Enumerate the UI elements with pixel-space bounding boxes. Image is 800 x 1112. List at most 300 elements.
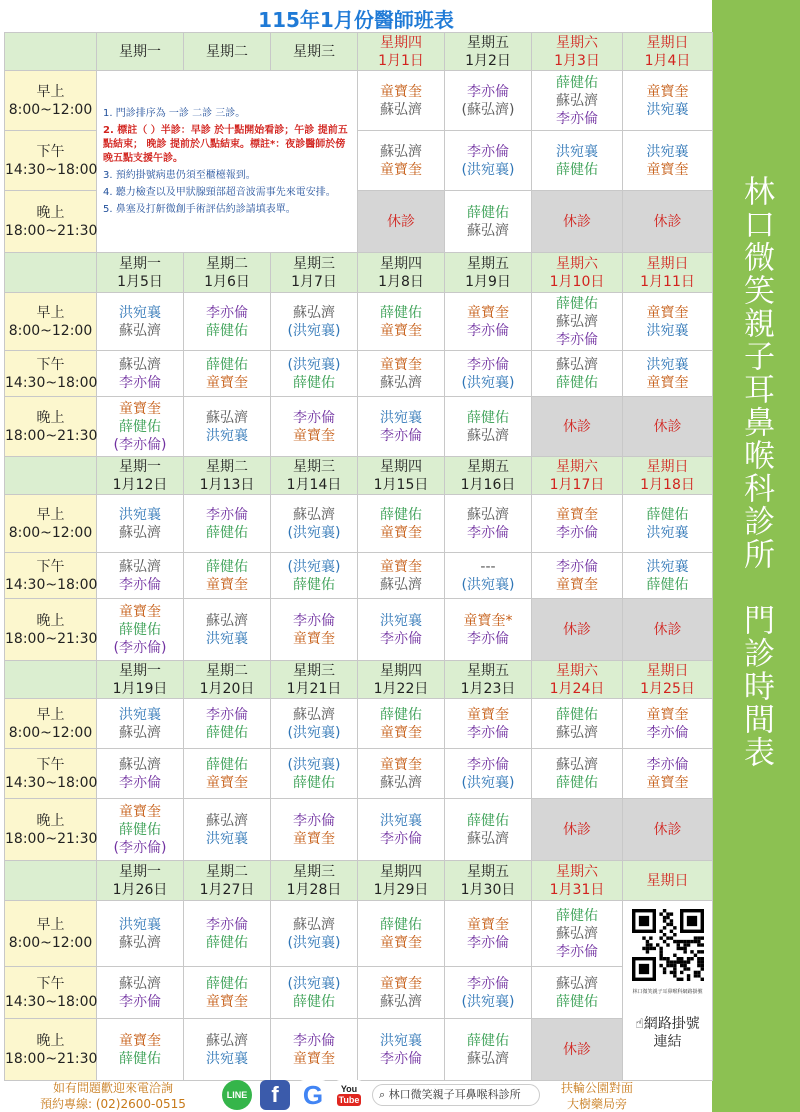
doctor-name: 李亦倫 [556, 558, 598, 575]
doctor-cell [532, 749, 623, 799]
doctor-cell [271, 799, 358, 861]
doctor-cell [358, 131, 445, 191]
weekday-label: 星期二 [206, 662, 248, 679]
doctor-name: 薛健佑 [380, 916, 422, 933]
date-label: 1月4日 [644, 52, 691, 69]
doctor-name: 薛健佑 [206, 558, 248, 575]
contact-info: 如有問題歡迎來電洽詢 預約專線: (02)2600-0515 [40, 1081, 186, 1111]
doctor-name: 蘇弘濟 [556, 313, 598, 330]
facebook-icon[interactable]: f [260, 1080, 290, 1110]
doctor-cell [184, 351, 271, 397]
doctor-name: 童寶奎 [646, 774, 689, 791]
doctor-cell [445, 71, 532, 131]
footer [0, 1072, 712, 1112]
day-header [184, 861, 271, 901]
time-slot-label: 早上 8:00~12:00 [5, 699, 97, 749]
doctor-name: 蘇弘濟 [293, 304, 335, 321]
doctor-name: 李亦倫 [467, 83, 509, 100]
doctor-cell [445, 495, 532, 553]
doctor-cell [623, 293, 713, 351]
doctor-name: 蘇弘濟 [556, 92, 598, 109]
corner-cell [5, 253, 97, 293]
doctor-cell [358, 967, 445, 1019]
doctor-name: 童寶奎 [380, 975, 422, 992]
doctor-name: 童寶奎 [646, 83, 689, 100]
day-header [358, 33, 445, 71]
doctor-cell [445, 131, 532, 191]
time-slot-label: 下午 14:30~18:00 [5, 553, 97, 599]
doctor-name: 蘇弘濟 [380, 101, 422, 118]
doctor-name: 李亦倫 [119, 774, 161, 791]
closed-cell: 休診 [623, 397, 713, 457]
doctor-name: 薛健佑 [293, 576, 335, 593]
doctor-cell [532, 293, 623, 351]
doctor-name: 蘇弘濟 [206, 812, 248, 829]
doctor-name: 洪宛襄 [556, 143, 598, 160]
doctor-name: 薛健佑 [556, 161, 598, 178]
doctor-name: (洪宛襄) [287, 724, 341, 741]
doctor-cell [623, 71, 713, 131]
doctor-cell [97, 699, 184, 749]
doctor-name: 蘇弘濟 [556, 356, 598, 373]
doctor-name: (李亦倫) [113, 839, 167, 856]
doctor-cell [532, 967, 623, 1019]
doctor-cell [184, 699, 271, 749]
clinic-sidebar [712, 0, 800, 1112]
weekday-label: 星期三 [293, 863, 335, 880]
doctor-name: 薛健佑 [467, 1032, 509, 1049]
slot-row-am [5, 495, 713, 553]
doctor-name: 洪宛襄 [646, 322, 689, 339]
doctor-name: 李亦倫 [380, 830, 422, 847]
doctor-name: 薛健佑 [206, 524, 248, 541]
doctor-cell [445, 553, 532, 599]
weekday-label: 星期四 [380, 255, 422, 272]
doctor-name: 李亦倫 [556, 331, 598, 348]
closed-cell: 休診 [532, 599, 623, 661]
date-label: 1月3日 [554, 52, 600, 69]
corner-cell [5, 33, 97, 71]
doctor-name: 童寶奎 [293, 427, 335, 444]
weekday-label: 星期一 [119, 662, 161, 679]
date-label: 1月10日 [549, 273, 605, 290]
doctor-name: 薛健佑 [293, 774, 335, 791]
weekday-label: 星期五 [467, 863, 509, 880]
date-label: 1月20日 [199, 680, 255, 697]
doctor-cell [532, 351, 623, 397]
doctor-name: 李亦倫 [467, 356, 509, 373]
schedule-table [4, 32, 713, 1081]
doctor-name: 童寶奎 [206, 576, 248, 593]
doctor-name: 童寶奎 [380, 161, 422, 178]
doctor-name: (洪宛襄) [461, 774, 515, 791]
doctor-name: 薛健佑 [206, 934, 248, 951]
doctor-name: 童寶奎 [646, 304, 689, 321]
weekday-label: 星期四 [380, 662, 422, 679]
day-header [532, 661, 623, 699]
doctor-name: 蘇弘濟 [556, 724, 598, 741]
page-title: 115年1月份醫師班表 [258, 8, 454, 32]
doctor-cell [623, 495, 713, 553]
doctor-name: 蘇弘濟 [380, 576, 422, 593]
doctor-name: 童寶奎* [463, 612, 513, 629]
doctor-cell [358, 799, 445, 861]
doctor-cell [97, 749, 184, 799]
doctor-name: 薛健佑 [380, 506, 422, 523]
day-header [445, 861, 532, 901]
closed-cell: 休診 [358, 191, 445, 253]
weekday-label: 星期三 [293, 43, 335, 60]
doctor-name: 薛健佑 [467, 204, 509, 221]
doctor-cell [358, 293, 445, 351]
date-label: 1月6日 [204, 273, 250, 290]
date-label: 1月29日 [373, 881, 429, 898]
doctor-name: --- [480, 558, 496, 575]
line-icon[interactable]: LINE [222, 1080, 252, 1110]
doctor-cell [271, 749, 358, 799]
google-icon[interactable]: G [298, 1080, 328, 1110]
doctor-cell [184, 293, 271, 351]
doctor-name: 童寶奎 [119, 400, 161, 417]
weekday-label: 星期一 [119, 255, 161, 272]
weekday-label: 星期四 [380, 863, 422, 880]
doctor-name: 薛健佑 [206, 322, 248, 339]
closed-cell: 休診 [532, 1019, 623, 1081]
doctor-cell [358, 71, 445, 131]
day-header [184, 253, 271, 293]
doctor-name: 蘇弘濟 [119, 975, 161, 992]
doctor-name: 蘇弘濟 [119, 322, 161, 339]
doctor-cell [184, 553, 271, 599]
doctor-name: 蘇弘濟 [119, 524, 161, 541]
online-booking-link[interactable]: ☝網路掛號 連結 [635, 1016, 700, 1050]
weekday-label: 星期五 [467, 458, 509, 475]
clinic-name-vertical: 林口微笑親子耳鼻喉科診所 門診時間表 [738, 175, 774, 769]
doctor-cell [445, 967, 532, 1019]
doctor-name: (洪宛襄) [287, 524, 341, 541]
doctor-cell [97, 293, 184, 351]
day-header [623, 457, 713, 495]
day-header [184, 33, 271, 71]
date-label: 1月2日 [465, 52, 511, 69]
day-header [445, 457, 532, 495]
date-label: 1月5日 [117, 273, 163, 290]
doctor-cell [97, 397, 184, 457]
doctor-name: 薛健佑 [467, 812, 509, 829]
weekday-label: 星期日 [646, 872, 689, 889]
time-slot-label: 晚上 18:00~21:30 [5, 191, 97, 253]
doctor-name: 蘇弘濟 [119, 756, 161, 773]
doctor-name: (洪宛襄) [287, 356, 341, 373]
doctor-cell [623, 553, 713, 599]
doctor-name: 李亦倫 [293, 409, 335, 426]
date-label: 1月21日 [286, 680, 342, 697]
weekday-label: 星期六 [556, 255, 598, 272]
day-header [532, 253, 623, 293]
weekday-label: 星期六 [556, 34, 598, 51]
doctor-name: 薛健佑 [556, 374, 598, 391]
notes-list [103, 107, 351, 217]
doctor-name: 薛健佑 [293, 993, 335, 1010]
doctor-name: 童寶奎 [646, 161, 689, 178]
doctor-cell [184, 967, 271, 1019]
time-slot-label: 早上 8:00~12:00 [5, 293, 97, 351]
date-label: 1月22日 [373, 680, 429, 697]
date-label: 1月17日 [549, 476, 605, 493]
note-item: 2. 標註（ ）半診：早診 於十點開始看診；午診 提前五點結束； 晚診 提前於八點結束。標註*：夜診醫師於傍晚五點支援午診。 [103, 124, 348, 164]
doctor-cell [623, 749, 713, 799]
online-booking-cell[interactable] [623, 901, 713, 1081]
search-icon: ⌕ [379, 1088, 389, 1101]
doctor-name: 蘇弘濟 [293, 916, 335, 933]
doctor-name: 李亦倫 [293, 1032, 335, 1049]
doctor-name: 童寶奎 [293, 630, 335, 647]
date-label: 1月23日 [460, 680, 516, 697]
weekday-label: 星期五 [467, 662, 509, 679]
weekday-label: 星期二 [206, 255, 248, 272]
doctor-name: 李亦倫 [380, 427, 422, 444]
doctor-name: 薛健佑 [646, 506, 689, 523]
doctor-name: 薛健佑 [556, 993, 598, 1010]
week-header-row [5, 861, 713, 901]
doctor-name: 李亦倫 [467, 143, 509, 160]
weekday-label: 星期二 [206, 458, 248, 475]
date-label: 1月28日 [286, 881, 342, 898]
day-header [184, 661, 271, 699]
doctor-cell [532, 553, 623, 599]
doctor-name: 童寶奎 [646, 374, 689, 391]
doctor-name: 李亦倫 [467, 756, 509, 773]
doctor-name: 李亦倫 [206, 706, 248, 723]
doctor-cell [445, 293, 532, 351]
doctor-cell [358, 351, 445, 397]
doctor-cell [532, 495, 623, 553]
day-header [532, 33, 623, 71]
doctor-name: 李亦倫 [206, 506, 248, 523]
doctor-name: (洪宛襄) [287, 558, 341, 575]
note-item: 4. 聽力檢查以及甲狀腺頸部超音波需事先來電安排。 [103, 186, 336, 198]
week-header-row [5, 457, 713, 495]
doctor-cell [358, 749, 445, 799]
doctor-name: (洪宛襄) [287, 322, 341, 339]
doctor-name: 童寶奎 [380, 524, 422, 541]
doctor-name: 童寶奎 [380, 83, 422, 100]
slot-row-ev [5, 397, 713, 457]
weekday-label: 星期一 [119, 458, 161, 475]
day-header [271, 457, 358, 495]
doctor-name: (洪宛襄) [461, 993, 515, 1010]
slot-row-am [5, 293, 713, 351]
doctor-cell [184, 901, 271, 967]
doctor-name: 童寶奎 [206, 774, 248, 791]
doctor-name: 李亦倫 [293, 812, 335, 829]
doctor-name: 李亦倫 [206, 916, 248, 933]
slot-row-ev [5, 799, 713, 861]
doctor-name: 蘇弘濟 [380, 774, 422, 791]
qr-code-icon[interactable] [632, 909, 704, 981]
weekday-label: 星期六 [556, 458, 598, 475]
doctor-cell [532, 699, 623, 749]
doctor-name: (洪宛襄) [287, 934, 341, 951]
doctor-cell [445, 901, 532, 967]
corner-cell [5, 661, 97, 699]
time-slot-label: 早上 8:00~12:00 [5, 71, 97, 131]
doctor-name: 童寶奎 [467, 916, 509, 933]
day-header [97, 861, 184, 901]
doctor-name: 童寶奎 [467, 706, 509, 723]
doctor-cell [532, 71, 623, 131]
doctor-name: 薛健佑 [556, 706, 598, 723]
doctor-name: 童寶奎 [206, 993, 248, 1010]
doctor-name: 李亦倫 [206, 304, 248, 321]
doctor-name: 薛健佑 [556, 907, 598, 924]
doctor-cell [623, 699, 713, 749]
doctor-name: 洪宛襄 [119, 506, 161, 523]
doctor-name: 薛健佑 [556, 774, 598, 791]
doctor-cell [97, 351, 184, 397]
doctor-name: 李亦倫 [119, 374, 161, 391]
doctor-cell [184, 397, 271, 457]
day-header [358, 457, 445, 495]
weekday-label: 星期二 [206, 863, 248, 880]
day-header [184, 457, 271, 495]
doctor-name: 蘇弘濟 [556, 925, 598, 942]
doctor-name: 童寶奎 [467, 304, 509, 321]
doctor-name: 蘇弘濟 [119, 724, 161, 741]
doctor-name: 蘇弘濟 [467, 222, 509, 239]
doctor-name: 童寶奎 [556, 506, 598, 523]
doctor-name: 洪宛襄 [380, 612, 422, 629]
weekday-label: 星期日 [646, 662, 689, 679]
date-label: 1月1日 [378, 52, 424, 69]
doctor-cell [97, 599, 184, 661]
time-slot-label: 下午 14:30~18:00 [5, 131, 97, 191]
doctor-name: 蘇弘濟 [206, 612, 248, 629]
doctor-name: (洪宛襄) [287, 756, 341, 773]
note-item: 3. 預約掛號病患仍須至櫃檯報到。 [103, 169, 256, 181]
doctor-name: 李亦倫 [467, 934, 509, 951]
phone-number[interactable]: 預約專線: (02)2600-0515 [40, 1097, 186, 1111]
doctor-name: 洪宛襄 [646, 356, 689, 373]
doctor-cell [184, 599, 271, 661]
day-header [623, 861, 713, 901]
date-label: 1月8日 [378, 273, 424, 290]
doctor-name: 蘇弘濟 [380, 374, 422, 391]
doctor-name: 童寶奎 [206, 374, 248, 391]
date-label: 1月30日 [460, 881, 516, 898]
weekday-label: 星期日 [646, 255, 689, 272]
doctor-name: 蘇弘濟 [467, 830, 509, 847]
weekday-label: 星期日 [646, 458, 689, 475]
slot-row-am [5, 901, 713, 967]
doctor-name: 洪宛襄 [119, 706, 161, 723]
doctor-cell [271, 351, 358, 397]
doctor-cell [445, 799, 532, 861]
doctor-name: 薛健佑 [556, 74, 598, 91]
doctor-name: 童寶奎 [119, 1032, 161, 1049]
date-label: 1月7日 [291, 273, 337, 290]
week-header-row [5, 33, 713, 71]
date-label: 1月18日 [640, 476, 695, 493]
doctor-cell [445, 351, 532, 397]
slot-row-ev [5, 599, 713, 661]
weekday-label: 星期三 [293, 662, 335, 679]
doctor-name: 童寶奎 [380, 934, 422, 951]
doctor-name: 薛健佑 [206, 356, 248, 373]
doctor-name: 童寶奎 [646, 706, 689, 723]
doctor-name: 蘇弘濟 [293, 706, 335, 723]
week-header-row [5, 661, 713, 699]
weekday-label: 星期四 [380, 458, 422, 475]
weekday-label: 星期五 [467, 34, 509, 51]
doctor-name: 薛健佑 [380, 304, 422, 321]
date-label: 1月27日 [199, 881, 255, 898]
weekday-label: 星期日 [646, 34, 689, 51]
doctor-name: 薛健佑 [119, 621, 161, 638]
doctor-cell [532, 131, 623, 191]
doctor-name: 李亦倫 [556, 524, 598, 541]
doctor-name: 李亦倫 [380, 630, 422, 647]
doctor-name: (洪宛襄) [461, 576, 515, 593]
day-header [97, 253, 184, 293]
doctor-name: 蘇弘濟 [293, 506, 335, 523]
doctor-cell [97, 799, 184, 861]
time-slot-label: 早上 8:00~12:00 [5, 901, 97, 967]
doctor-name: 童寶奎 [556, 576, 598, 593]
doctor-name: 洪宛襄 [646, 101, 689, 118]
hand-pointer-icon: ☝ [635, 1016, 644, 1032]
day-header [445, 253, 532, 293]
weekday-label: 星期一 [119, 863, 161, 880]
day-header [358, 253, 445, 293]
day-header [445, 33, 532, 71]
doctor-name: 童寶奎 [293, 830, 335, 847]
date-label: 1月31日 [549, 881, 605, 898]
doctor-cell [623, 351, 713, 397]
day-header [445, 661, 532, 699]
doctor-name: 李亦倫 [646, 756, 689, 773]
doctor-name: 蘇弘濟 [380, 993, 422, 1010]
weekday-label: 星期三 [293, 458, 335, 475]
time-slot-label: 早上 8:00~12:00 [5, 495, 97, 553]
doctor-name: 薛健佑 [646, 576, 689, 593]
note-item: 5. 鼻塞及打鼾微創手術評估約診請填表單。 [103, 203, 296, 215]
date-label: 1月12日 [112, 476, 168, 493]
doctor-cell [97, 553, 184, 599]
doctor-name: 薛健佑 [467, 409, 509, 426]
doctor-name: 蘇弘濟 [467, 506, 509, 523]
search-bar[interactable]: ⌕ 林口微笑親子耳鼻喉科診所 [372, 1084, 540, 1106]
doctor-name: 李亦倫 [646, 724, 689, 741]
doctor-cell [358, 901, 445, 967]
date-label: 1月11日 [640, 273, 695, 290]
doctor-name: 童寶奎 [119, 803, 161, 820]
time-slot-label: 晚上 18:00~21:30 [5, 397, 97, 457]
day-header [358, 861, 445, 901]
doctor-name: 李亦倫 [467, 975, 509, 992]
closed-cell: 休診 [623, 191, 713, 253]
day-header [358, 661, 445, 699]
doctor-name: 童寶奎 [380, 724, 422, 741]
doctor-cell [358, 495, 445, 553]
doctor-name: 蘇弘濟 [119, 934, 161, 951]
day-header [97, 457, 184, 495]
doctor-name: (李亦倫) [113, 436, 167, 453]
date-label: 1月25日 [640, 680, 695, 697]
youtube-icon[interactable]: You Tube [334, 1080, 364, 1110]
doctor-name: 童寶奎 [380, 356, 422, 373]
doctor-cell [358, 599, 445, 661]
